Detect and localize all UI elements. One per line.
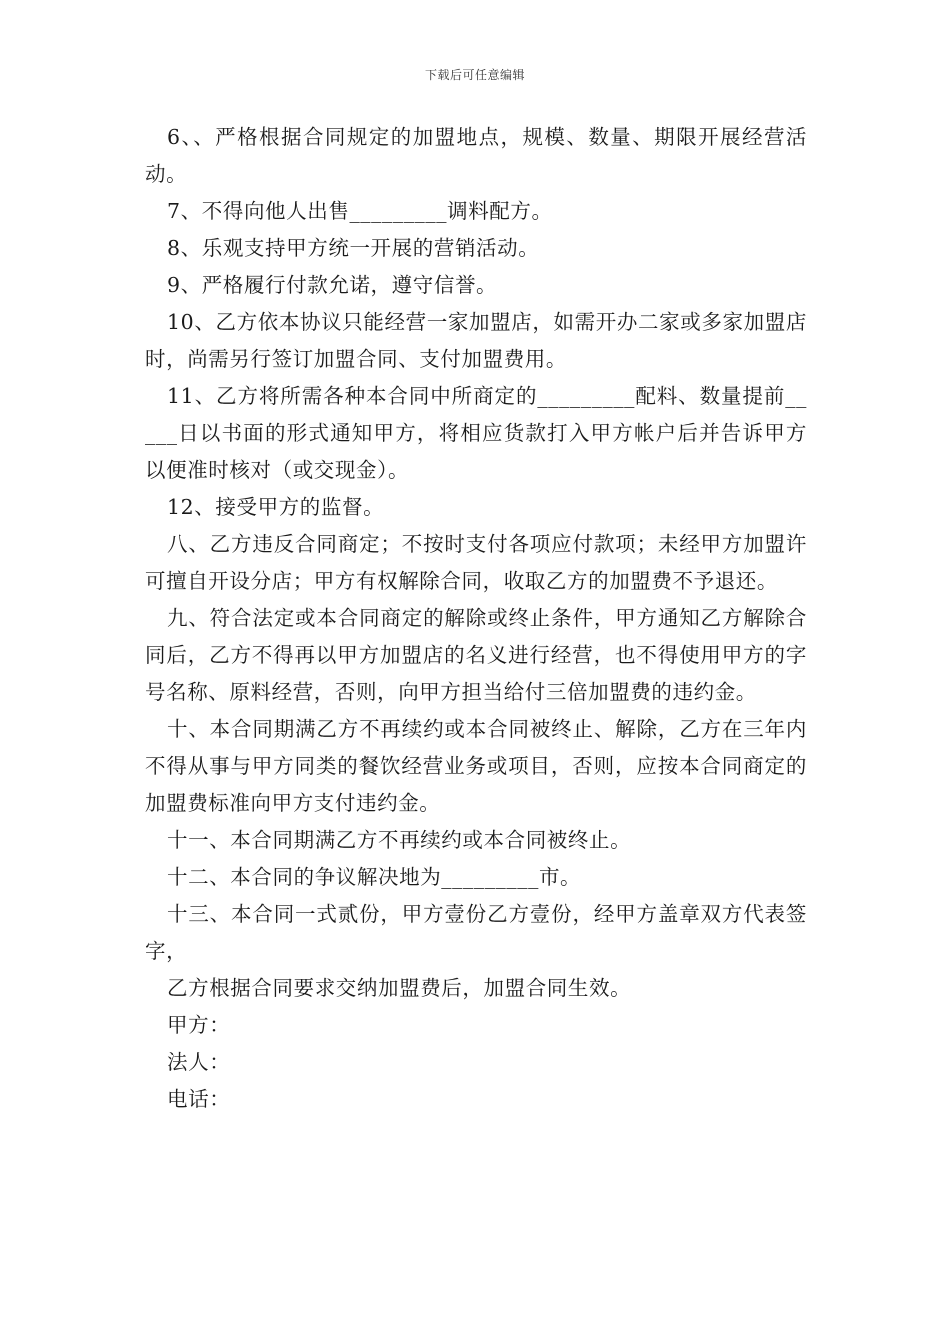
- clause-7: 7、不得向他人出售_________调料配方。: [167, 199, 553, 223]
- article-13: 十三、本合同一式贰份，甲方壹份乙方壹份，经甲方盖章双方代表签字，: [145, 902, 807, 963]
- signature-party-a: 甲方：: [167, 1013, 231, 1037]
- clause-12: 12、接受甲方的监督。: [167, 495, 385, 519]
- signature-phone: 电话：: [167, 1087, 231, 1111]
- article-9: 九、符合法定或本合同商定的解除或终止条件，甲方通知乙方解除合同后，乙方不得再以甲方加盟店的名义进行经营，也不得使用甲方的字号名称、原料经营，否则，向甲方担当给付三倍加盟费的违约金。: [145, 606, 807, 704]
- article-12: 十二、本合同的争议解决地为_________市。: [167, 865, 582, 889]
- clause-10: 10、乙方依本协议只能经营一家加盟店，如需开办二家或多家加盟店时，尚需另行签订加盟合同、支付加盟费用。: [145, 310, 807, 371]
- article-11: 十一、本合同期满乙方不再续约或本合同被终止。: [167, 828, 632, 852]
- page-header-note: 下载后可任意编辑: [424, 68, 525, 82]
- article-8: 八、乙方违反合同商定；不按时支付各项应付款项；未经甲方加盟许可擅自开设分店；甲方有权解除合同，收取乙方的加盟费不予退还。: [145, 532, 807, 593]
- clause-9: 9、严格履行付款允诺，遵守信誉。: [167, 273, 498, 297]
- clause-8: 8、乐观支持甲方统一开展的营销活动。: [167, 236, 540, 260]
- document-body: [145, 119, 807, 1118]
- article-10: 十、本合同期满乙方不再续约或本合同被终止、解除，乙方在三年内不得从事与甲方同类的餐饮经营业务或项目，否则，应按本合同商定的加盟费标准向甲方支付违约金。: [145, 717, 807, 815]
- clause-6: 6、、严格根据合同规定的加盟地点，规模、数量、期限开展经营活动。: [145, 125, 807, 186]
- signature-legal-person: 法人：: [167, 1050, 231, 1074]
- effectiveness-clause: 乙方根据合同要求交纳加盟费后，加盟合同生效。: [167, 976, 632, 1000]
- clause-11: 11、乙方将所需各种本合同中所商定的_________配料、数量提前_____日以书面的形式通知甲方，将相应货款打入甲方帐户后并告诉甲方以便准时核对（或交现金）。: [145, 384, 807, 482]
